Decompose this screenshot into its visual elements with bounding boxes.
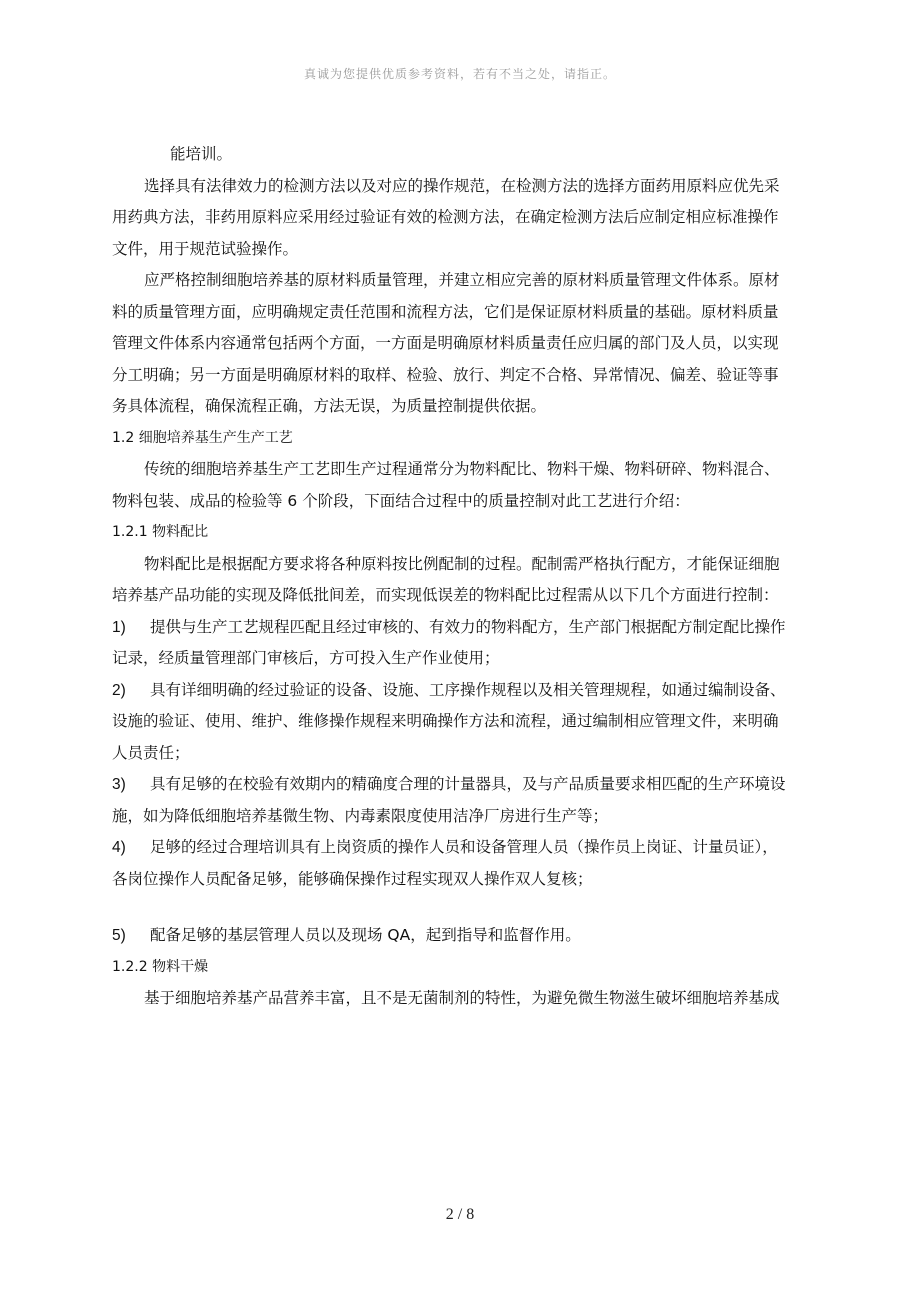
section-heading-1-2: 1.2 细胞培养基生产生产工艺 xyxy=(112,429,293,446)
paragraph-line: 传统的细胞培养基生产工艺即生产过程通常分为物料配比、物料干燥、物料研碎、物料混合、 xyxy=(144,460,780,478)
paragraph-line: 物料配比是根据配方要求将各种原料按比例配制的过程。配制需严格执行配方，才能保证细胞 xyxy=(144,554,780,573)
list-item-number: 1) xyxy=(112,618,126,636)
list-item xyxy=(112,920,812,952)
paragraph-line: 文件，用于规范试验操作。 xyxy=(112,239,299,258)
section-heading-1-2-2: 1.2.2 物料干燥 xyxy=(112,958,209,975)
list-item-number: 3) xyxy=(112,776,126,793)
section-heading-1-2-1: 1.2.1 物料配比 xyxy=(112,524,209,540)
document-body xyxy=(112,139,812,1015)
list-item-text: 具有足够的在校验有效期内的精确度合理的计量器具，及与产品质量要求相匹配的生产环境设 xyxy=(150,775,786,793)
paragraph-line: 选择具有法律效力的检测方法以及对应的操作规范，在检测方法的选择方面药用原料应优先采 xyxy=(144,176,780,195)
paragraph-line: 应严格控制细胞培养基的原材料质量管理，并建立相应完善的原材料质量管理文件体系。原材 xyxy=(144,271,780,289)
list-item-continuation: 施，如为降低细胞培养基微生物、内毒素限度使用洁净厂房进行生产等； xyxy=(112,806,609,825)
paragraph-line: 培养基产品功能的实现及降低批间差，而实现低误差的物料配比过程需从以下几个方面进行控制： xyxy=(112,586,779,604)
list-item xyxy=(112,612,812,644)
list-item-continuation: 各岗位操作人员配备足够，能够确保操作过程实现双人操作双人复核； xyxy=(112,869,593,888)
blank-spacing xyxy=(112,895,812,920)
list-item xyxy=(112,675,812,707)
paragraph-line: 物料包装、成品的检验等 6 个阶段，下面结合过程中的质量控制对此工艺进行介绍： xyxy=(112,491,690,510)
list-item-number: 5) xyxy=(112,927,126,944)
paragraph-line: 用药典方法，非药用原料应采用经过验证有效的检测方法，在确定检测方法后应制定相应标准操作 xyxy=(112,208,779,226)
paragraph-line: 基于细胞培养基产品营养丰富，且不是无菌制剂的特性，为避免微生物滋生破坏细胞培养基成 xyxy=(144,989,780,1007)
page-number: 2 / 8 xyxy=(445,1206,475,1223)
paragraph-line: 料的质量管理方面，应明确规定责任范围和流程方法，它们是保证原材料质量的基础。原材料质量 xyxy=(112,302,779,321)
list-item xyxy=(112,769,812,801)
list-item-continuation: 设施的验证、使用、维护、维修操作规程来明确操作方法和流程，通过编制相应管理文件，来明确 xyxy=(112,712,779,730)
list-item-continuation: 人员责任； xyxy=(112,743,190,762)
paragraph-line: 管理文件体系内容通常包括两个方面，一方面是明确原材料质量责任应归属的部门及人员，以实现 xyxy=(112,334,779,352)
list-item-text: 足够的经过合理培训具有上岗资质的操作人员和设备管理人员（操作员上岗证、计量员证）， xyxy=(150,838,778,856)
paragraph-line: 务具体流程，确保流程正确，方法无误，为质量控制提供依据。 xyxy=(112,397,547,415)
list-item-continuation: 记录，经质量管理部门审核后，方可投入生产作业使用； xyxy=(112,649,500,667)
header-watermark: 真诚为您提供优质参考资料，若有不当之处，请指正。 xyxy=(303,67,616,81)
list-item-number: 4) xyxy=(112,839,126,856)
list-item-text: 配备足够的基层管理人员以及现场 QA，起到指导和监督作用。 xyxy=(150,926,581,944)
list-item-text: 具有详细明确的经过验证的设备、设施、工序操作规程以及相关管理规程，如通过编制设备、 xyxy=(150,680,786,699)
list-item xyxy=(112,832,812,864)
list-item-number: 2) xyxy=(112,681,126,699)
paragraph-line: 能培训。 xyxy=(170,145,233,163)
list-item-text: 提供与生产工艺规程匹配且经过审核的、有效力的物料配方，生产部门根据配方制定配比操作 xyxy=(150,617,786,636)
paragraph-line: 分工明确；另一方面是明确原材料的取样、检验、放行、判定不合格、异常情况、偏差、验证等事 xyxy=(112,365,779,384)
